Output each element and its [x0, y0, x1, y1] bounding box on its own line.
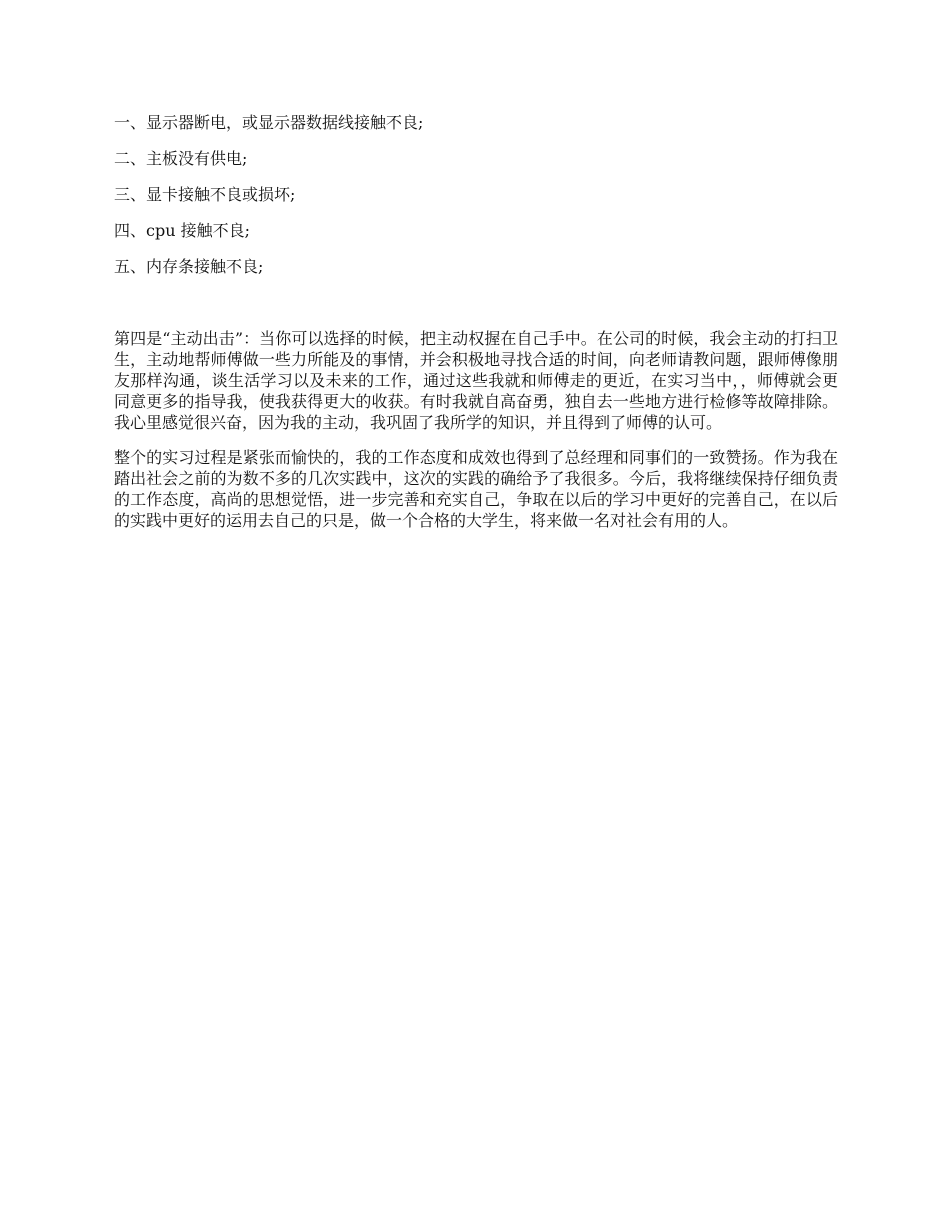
list-item: 四、cpu 接触不良; — [114, 221, 250, 240]
paragraph-summary: 整个的实习过程是紧张而愉快的，我的工作态度和成效也得到了总经理和同事们的一致赞扬。作为我在踏出社会之前的为数不多的几次实践中，这次的实践的确给予了我很多。今后，我将继续保持仔细负责的工作态度，高尚的思想觉悟，进一步完善和充实自己，争取在以后的学习中更好的完善自己，在以后的实践中更好的运用去自己的只是，做一个合格的大学生，将来做一名对社会有用的人。 — [114, 448, 838, 530]
fault-cause-list — [114, 113, 834, 293]
list-item: 三、显卡接触不良或损坏; — [114, 185, 296, 204]
body-text — [114, 328, 838, 545]
list-item: 五、内存条接触不良; — [114, 257, 264, 276]
list-item: 二、主板没有供电; — [114, 149, 248, 168]
paragraph-initiative: 第四是“主动出击”：当你可以选择的时候，把主动权握在自己手中。在公司的时候，我会主动的打扫卫生，主动地帮师傅做一些力所能及的事情，并会积极地寻找合适的时间，向老师请教问题，跟师傅像朋友那样沟通，谈生活学习以及未来的工作，通过这些我就和师傅走的更近，在实习当中，，师傅就会更同意更多的指导我，使我获得更大的收获。有时我就自高奋勇，独自去一些地方进行检修等故障排除。我心里感觉很兴奋，因为我的主动，我巩固了我所学的知识，并且得到了师傅的认可。 — [114, 329, 838, 432]
list-item: 一、显示器断电，或显示器数据线接触不良; — [114, 113, 424, 132]
